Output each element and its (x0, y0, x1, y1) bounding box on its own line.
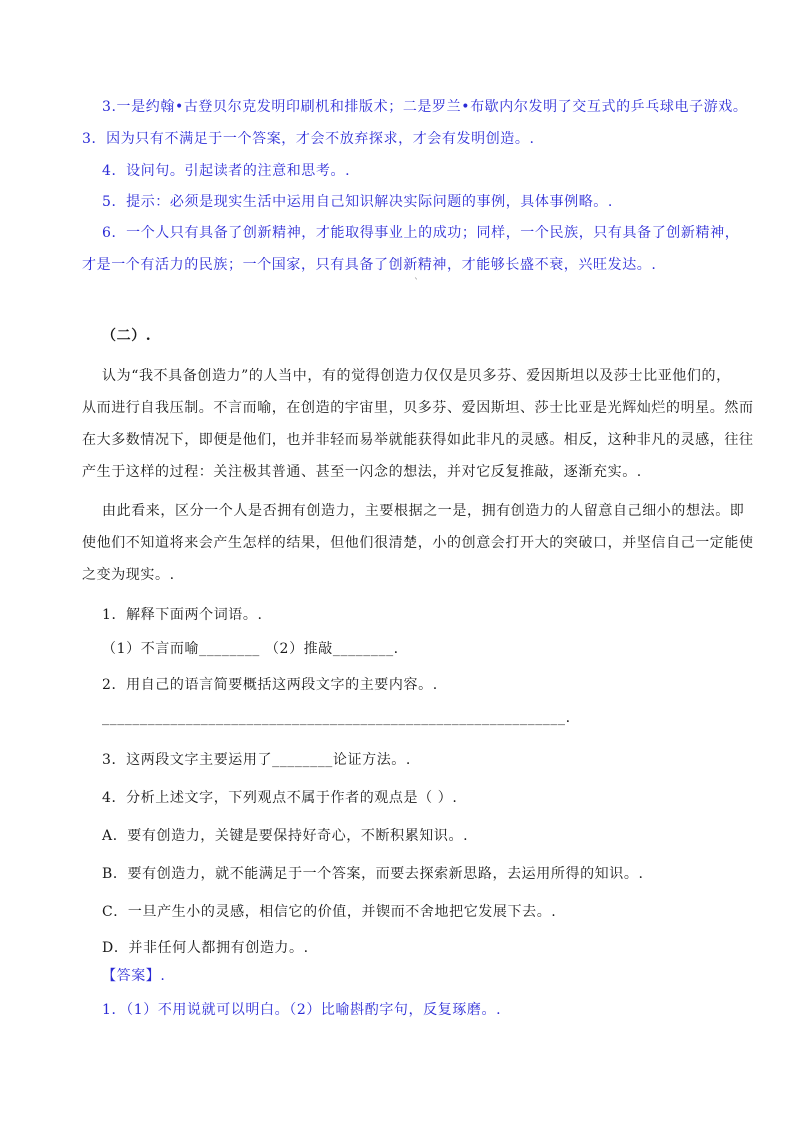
paragraph-1-line-1: 认为“我不具备创造力”的人当中，有的觉得创造力仅仅是贝多芬、爱因斯坦以及莎士比亚他们的， (102, 368, 731, 384)
answer-1: 1．（1）不用说就可以明白。（2）比喻斟酌字句，反复琢磨。. (102, 1002, 502, 1018)
answer-line-2: 3．因为只有不满足于一个答案，才会不放弃探求，才会有发明创造。. (82, 131, 535, 147)
option-c: C．一旦产生小的灵感，相信它的价值，并锲而不舍地把它发展下去。. (102, 904, 557, 920)
paragraph-2-line-2: 使他们不知道将来会产生怎样的结果，但他们很清楚，小的创意会打开大的突破口，并坚信自己一定能使 (82, 535, 754, 551)
paragraph-1-line-4: 产生于这样的过程：关注极其普通、甚至一闪念的想法，并对它反复推敲，逐渐充实。. (82, 464, 642, 480)
paragraph-1-line-2: 从而进行自我压制。不言而喻，在创造的宇宙里，贝多芬、爱因斯坦、莎士比亚是光辉灿烂的明星。然而 (82, 400, 754, 416)
option-a: A．要有创造力，关键是要保持好奇心，不断积累知识。. (102, 828, 469, 844)
paragraph-2-line-1: 由此看来，区分一个人是否拥有创造力，主要根据之一是，拥有创造力的人留意自己细小的想法。即 (102, 503, 745, 519)
question-3: 3．这两段文字主要运用了________论证方法。. (102, 752, 411, 768)
paragraph-1-line-3: 在大多数情况下，即便是他们，也并非轻而易举就能获得如此非凡的灵感。相反，这种非凡的灵感，往往 (82, 432, 754, 448)
answer-tag: 【答案】. (102, 968, 166, 984)
question-2-answer-blank: _____________________________________________________________. (102, 710, 571, 726)
answer-line-4: 5．提示：必须是现实生活中运用自己知识解决实际问题的事例，具体事例略。. (102, 194, 613, 210)
question-1: 1．解释下面两个词语。. (102, 607, 263, 623)
option-d: D．并非任何人都拥有创造力。. (102, 940, 309, 956)
answer-line-6: 才是一个有活力的民族；一个国家，只有具备了创新精神，才能够长盛不衰，兴旺发达。. (82, 257, 657, 273)
answer-line-5: 6．一个人只有具备了创新精神，才能取得事业上的成功；同样，一个民族，只有具备了创新精神， (102, 225, 740, 241)
stray-mark: ` (414, 278, 419, 289)
answer-line-3: 4．设问句。引起读者的注意和思考。. (102, 163, 351, 179)
question-4: 4．分析上述文字，下列观点不属于作者的观点是（ ）. (102, 790, 458, 806)
paragraph-2-line-3: 之变为现实。. (82, 567, 175, 583)
section-title: （二）. (102, 328, 152, 344)
option-b: B．要有创造力，就不能满足于一个答案，而要去探索新思路，去运用所得的知识。. (102, 866, 644, 882)
question-1-items: （1）不言而喻________ （2）推敲________. (102, 641, 399, 657)
answer-line-1: 3.一是约翰•古登贝尔克发明印刷机和排版术；二是罗兰•布歇内尔发明了交互式的乒乓球电子游戏。 (102, 99, 748, 115)
question-2: 2．用自己的语言简要概括这两段文字的主要内容。. (102, 677, 438, 693)
